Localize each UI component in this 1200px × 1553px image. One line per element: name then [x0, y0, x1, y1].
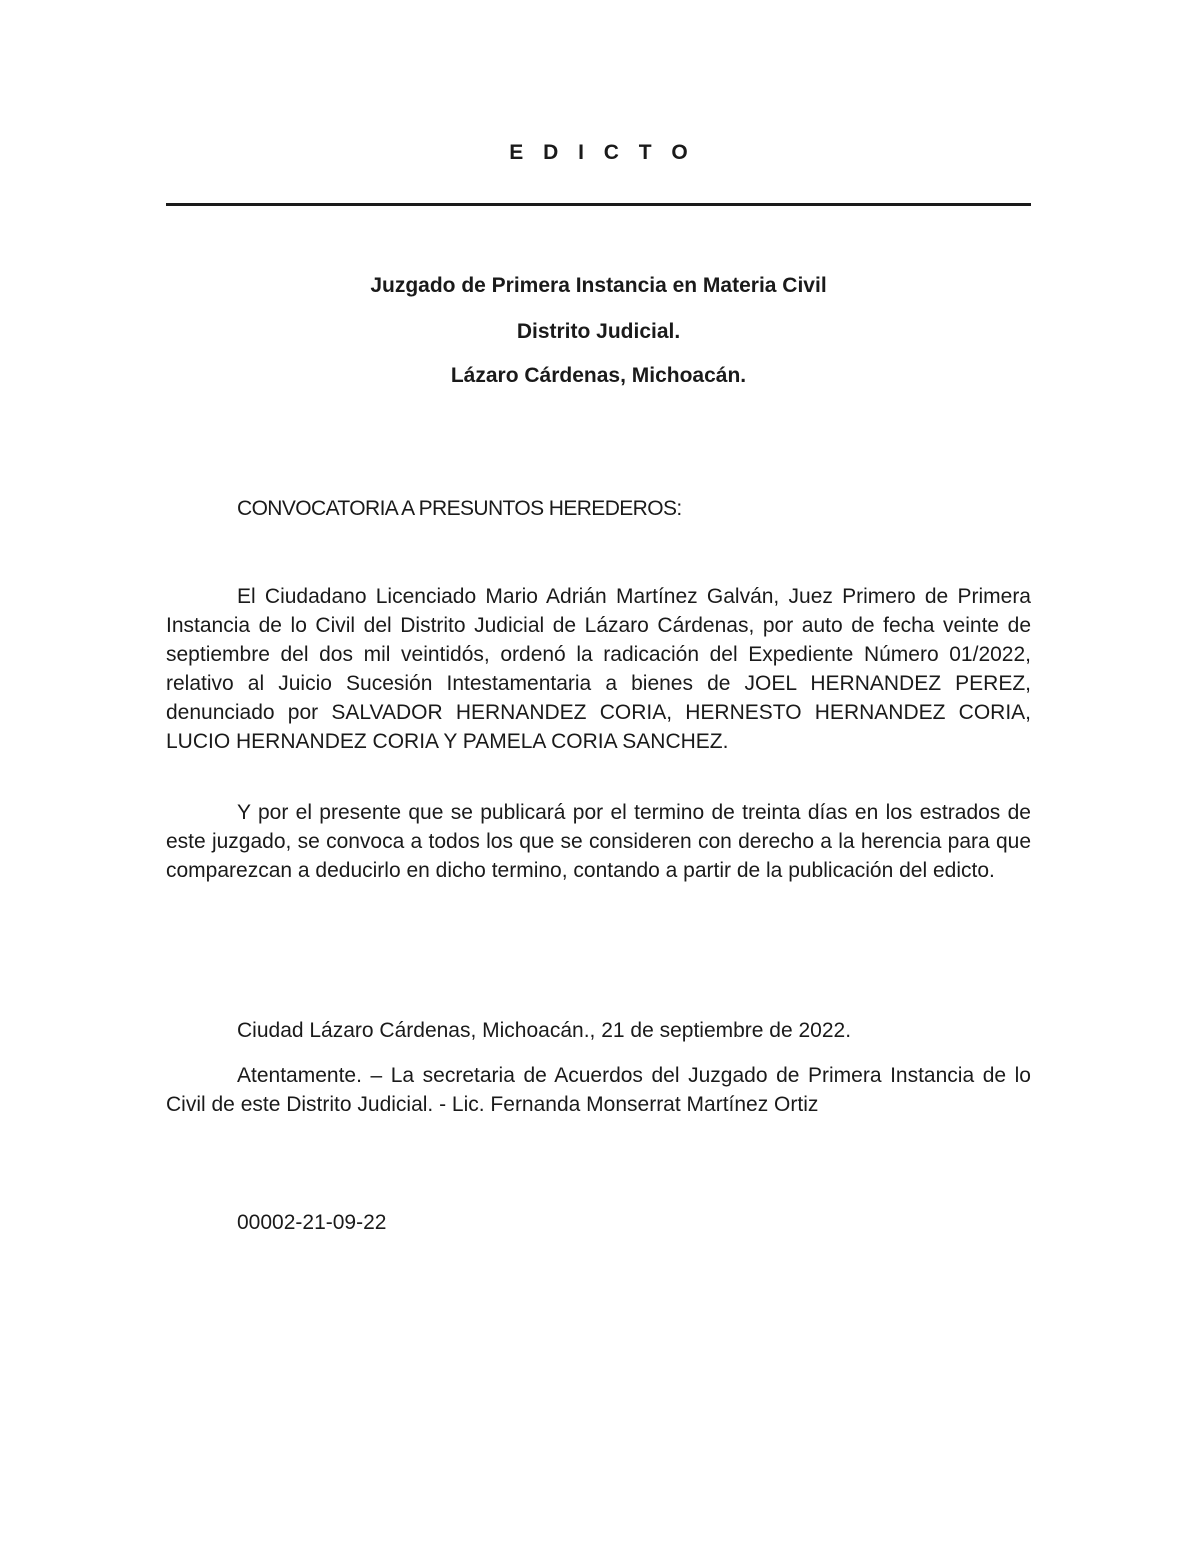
paragraph-judge-order: El Ciudadano Licenciado Mario Adrián Martínez Galván, Juez Primero de Primera Instancia de lo Civil del Distrito Judicial de Lázaro Cárdenas, por auto de fecha veinte de septiembre del dos mil veintidós, ordenó la radicación del Expediente Número 01/2022, relativo al Juicio Sucesión Intestamentaria a bienes de JOEL HERNANDEZ PEREZ, denunciado por SALVADOR HERNANDEZ CORIA, HERNESTO HERNANDEZ CORIA, LUCIO HERNANDEZ CORIA Y PAMELA CORIA SANCHEZ.	[166, 585, 1031, 753]
paragraph-signature: Atentamente. – La secretaria de Acuerdos del Juzgado de Primera Instancia de lo Civil de este Distrito Judicial. - Lic. Fernanda Monserrat Martínez Ortiz	[166, 1064, 1031, 1116]
court-district: Distrito Judicial.	[516, 320, 681, 343]
title-underline	[166, 203, 1031, 206]
reference-code: 00002-21-09-22	[237, 1211, 387, 1234]
paragraph-publication: Y por el presente que se publicará por el termino de treinta días en los estrados de este juzgado, se convoca a todos los que se consideren con derecho a la herencia para que comparezcan a deducirlo en dicho termino, contando a partir de la publicación del edicto.	[166, 801, 1031, 882]
court-name: Juzgado de Primera Instancia en Materia Civil	[370, 274, 827, 297]
court-location: Lázaro Cárdenas, Michoacán.	[450, 364, 747, 387]
date-line: Ciudad Lázaro Cárdenas, Michoacán., 21 de septiembre de 2022.	[237, 1019, 852, 1042]
document-title: E D I C T O	[509, 141, 695, 164]
convocatoria-heading: CONVOCATORIA A PRESUNTOS HEREDEROS:	[237, 497, 682, 520]
